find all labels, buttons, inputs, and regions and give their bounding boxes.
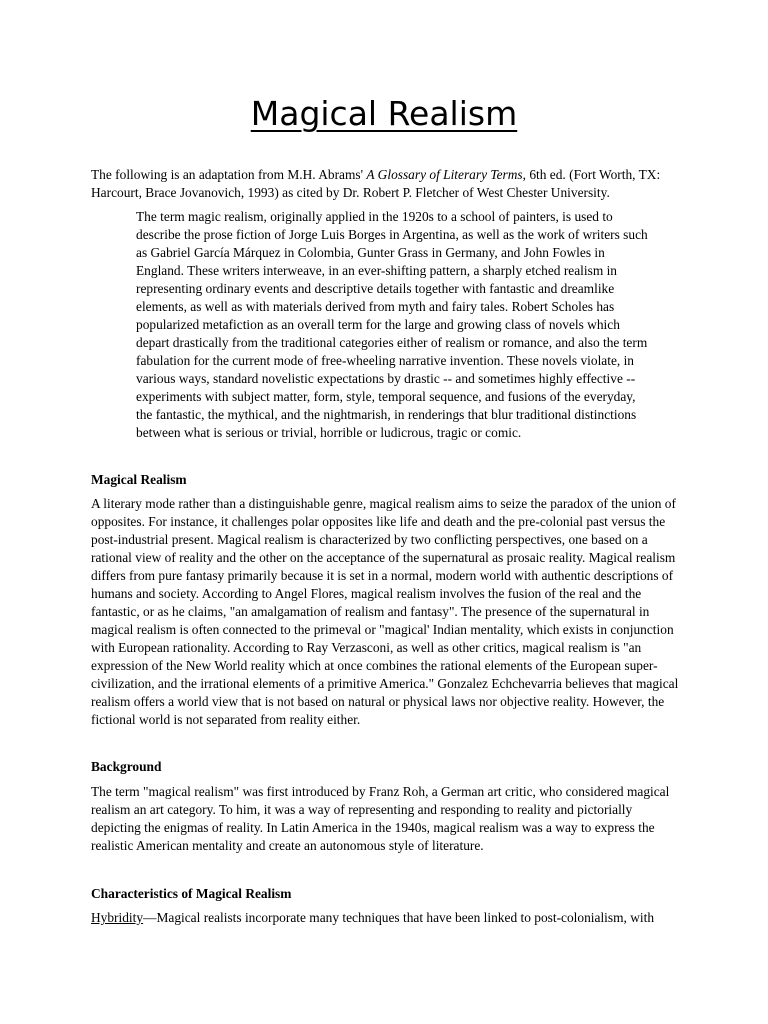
paragraph-line: humans and society. According to Angel Flores, magical realism involves the fusion of the real and the [91, 586, 642, 601]
quote-line: various ways, standard novelistic expectations by drastic -- and sometimes highly effective -- [136, 371, 636, 386]
paragraph-line: depicting the enigmas of reality. In Latin America in the 1940s, magical realism was a way to express the [91, 820, 655, 835]
paragraph-line: fantastic, or as he claims, "an amalgamation of realism and fantasy". The presence of the supernatural in [91, 604, 650, 619]
background-paragraph [91, 783, 756, 855]
paragraph-line: A literary mode rather than a distinguishable genre, magical realism aims to seize the paradox of the union of [91, 496, 676, 511]
magical-realism-paragraph [91, 495, 756, 729]
paragraph-line: realism an art category. To him, it was a way of representing and responding to reality and pictorially [91, 802, 633, 817]
paragraph-line: differs from pure fantasy primarily because it is set in a normal, modern world with authentic descriptions of [91, 568, 674, 583]
paragraph-line: realism offers a world view that is not based on natural or physical laws nor objective reality. However, the [91, 694, 665, 709]
hybridity-text: —Magical realists incorporate many techniques that have been linked to post-colonialism, with [143, 910, 655, 925]
characteristics-paragraph [91, 909, 756, 927]
paragraph-line: rational view of reality and the other on the acceptance of the supernatural as prosaic reality. Magical realism [91, 550, 676, 565]
book-title-italic: A Glossary of Literary Terms [366, 167, 523, 182]
paragraph-line: realistic American mentality and create an autonomous style of literature. [91, 838, 484, 853]
intro-paragraph [91, 166, 751, 202]
paragraph-line: civilization, and the irrational elements of a primitive America." Gonzalez Echchevarria believes that magical [91, 676, 679, 691]
intro-line-1 [91, 166, 751, 184]
paragraph-line: with European rationality. According to Ray Verzasconi, as well as other critics, magical realism is "an [91, 640, 642, 655]
glossary-quote [136, 208, 716, 442]
section-heading-magical-realism: Magical Realism [91, 472, 187, 487]
quote-line: describe the prose fiction of Jorge Luis Borges in Argentina, as well as the work of writers such [136, 227, 648, 242]
quote-line: representing ordinary events and descriptive details together with fantastic and dreamlike [136, 281, 615, 296]
paragraph-line: post-industrial present. Magical realism is characterized by two conflicting perspectives, one based on a [91, 532, 648, 547]
quote-line: England. These writers interweave, in an ever-shifting pattern, a sharply etched realism in [136, 263, 618, 278]
section-heading-background: Background [91, 759, 162, 774]
paragraph-line: fictional world is not separated from reality either. [91, 712, 361, 727]
paragraph-line: magical realism is often connected to the primeval or "magical' Indian mentality, which exists in conjunction [91, 622, 674, 637]
quote-line: fabulation for the current mode of free-wheeling narrative invention. These novels violate, in [136, 353, 635, 368]
quote-line: elements, as well as with materials derived from myth and fairy tales. Robert Scholes has [136, 299, 615, 314]
intro-line-1-pre: The following is an adaptation from M.H. Abrams' [91, 167, 367, 182]
page-title: Magical Realism [250, 94, 518, 133]
paragraph-line: expression of the New World reality which at once combines the rational elements of the European super- [91, 658, 658, 673]
paragraph-line: opposites. For instance, it challenges polar opposites like life and death and the pre-colonial past versus the [91, 514, 666, 529]
quote-line: experiments with subject matter, form, style, temporal sequence, and fusions of the everyday, [136, 389, 636, 404]
hybridity-term: Hybridity [91, 910, 144, 925]
paragraph-line: The term "magical realism" was first introduced by Franz Roh, a German art critic, who considered magical [91, 784, 670, 799]
intro-line-2: Harcourt, Brace Jovanovich, 1993) as cited by Dr. Robert P. Fletcher of West Chester University. [91, 185, 610, 200]
quote-line: depart drastically from the traditional categories either of realism or romance, and also the term [136, 335, 648, 350]
quote-line: The term magic realism, originally applied in the 1920s to a school of painters, is used to [136, 209, 613, 224]
quote-line: popularized metafiction as an overall term for the large and growing class of novels which [136, 317, 620, 332]
quote-line: the fantastic, the mythical, and the nightmarish, in renderings that blur traditional distinctions [136, 407, 637, 422]
quote-line: between what is serious or trivial, horrible or ludicrous, tragic or comic. [136, 425, 522, 440]
intro-line-1-post: , 6th ed. (Fort Worth, TX: [522, 167, 661, 182]
paragraph-line [91, 909, 756, 927]
section-heading-characteristics: Characteristics of Magical Realism [91, 886, 292, 901]
quote-line: as Gabriel García Márquez in Colombia, Gunter Grass in Germany, and John Fowles in [136, 245, 605, 260]
